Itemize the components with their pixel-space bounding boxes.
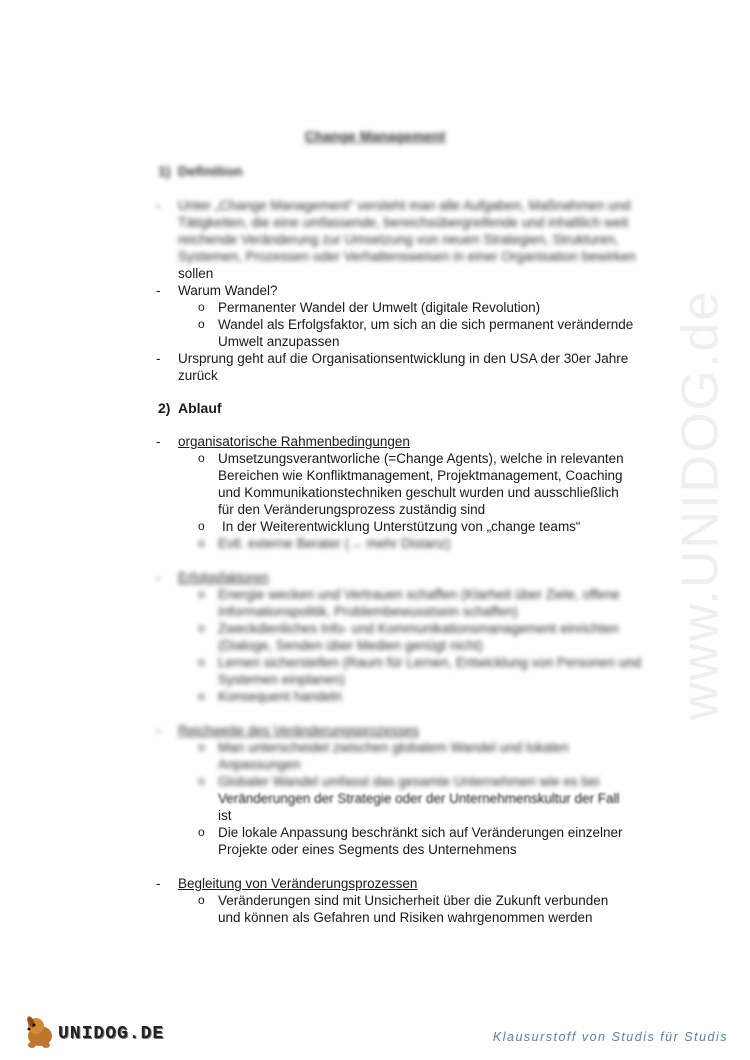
definition-line: reichende Veränderung zur Umsetzung von neuen Strategien, Strukturen, xyxy=(178,232,619,247)
rahmen-sub: und Kommunikationstechniken geschult wurden und ausschließlich xyxy=(218,485,619,500)
bullet-dash: - xyxy=(156,723,161,738)
reichweite-sub: Die lokale Anpassung beschränkt sich auf Veränderungen einzelner xyxy=(218,825,623,840)
reichweite-sub: Projekte oder eines Segments des Unternehmens xyxy=(218,842,517,857)
begleitung-sub: Veränderungen sind mit Unsicherheit über die Zukunft verbunden xyxy=(218,893,609,908)
reichweite-heading: Reichweite des Veränderungsprozesses xyxy=(178,723,419,738)
rahmen-sub: für den Veränderungsprozess zuständig sind xyxy=(218,502,486,517)
definition-line: Unter „Change Management“ versteht man alle Aufgaben, Maßnahmen und xyxy=(178,198,631,213)
bullet-circle: o xyxy=(198,740,205,754)
bullet-circle: o xyxy=(198,519,205,533)
section-1-number: 1) xyxy=(158,163,171,179)
footer-tagline: Klausurstoff von Studis für Studis xyxy=(492,1030,728,1044)
erfolg-sub: Systemen einplanen) xyxy=(218,672,345,687)
erfolg-heading: Erfolgsfaktoren xyxy=(178,570,269,585)
reichweite-sub: Globaler Wandel umfasst das gesamte Unternehmen wie es bei xyxy=(218,774,600,789)
reichweite-sub: ist xyxy=(218,808,232,823)
rahmen-sub: Umsetzungsverantworliche (=Change Agents), welche in relevanten xyxy=(218,451,624,466)
warum-sub: Umwelt anzupassen xyxy=(218,334,340,349)
bullet-circle: o xyxy=(198,451,205,465)
erfolg-sub: (Dialoge, Senden über Medien genügt nicht) xyxy=(218,638,483,653)
erfolg-sub: Konsequent handeln xyxy=(218,689,342,704)
definition-line: Systemen, Prozessen oder Verhaltensweisen in einer Organisation bewirken xyxy=(178,249,636,264)
reichweite-sub: Veränderungen der Strategie oder der Unternehmenskultur der Fall xyxy=(218,791,620,806)
definition-line: Tätigkeiten, die eine umfassende, bereichsübergreifende und inhaltlich weit xyxy=(178,215,629,230)
bullet-circle: o xyxy=(198,621,205,635)
bullet-circle: o xyxy=(198,893,205,907)
erfolg-sub: Zweckdienliches Info- und Kommunikationsmanagement einrichten xyxy=(218,621,619,636)
bullet-circle: o xyxy=(198,317,205,331)
begleitung-heading: Begleitung von Veränderungsprozessen xyxy=(178,876,418,891)
bullet-dash: - xyxy=(156,198,161,213)
logo-text: UNIDOG.DE xyxy=(58,1024,165,1044)
bullet-circle: o xyxy=(198,689,205,703)
section-1-heading: Definition xyxy=(178,163,243,179)
bullet-circle: o xyxy=(198,300,205,314)
section-2-heading: Ablauf xyxy=(178,400,222,416)
warum-sub: Wandel als Erfolgsfaktor, um sich an die sich permanent verändernde xyxy=(218,317,634,332)
bullet-dash: - xyxy=(156,570,161,585)
bullet-dash: - xyxy=(156,283,161,298)
reichweite-sub: Anpassungen xyxy=(218,757,301,772)
erfolg-sub: Informationspolitik, Problembewusstsein schaffen) xyxy=(218,604,518,619)
bullet-circle: o xyxy=(198,774,205,788)
begleitung-sub: und können als Gefahren und Risiken wahrgenommen werden xyxy=(218,910,593,925)
rahmen-sub: Bereichen wie Konfliktmanagement, Projektmanagement, Coaching xyxy=(218,468,623,483)
ursprung-line: zurück xyxy=(178,368,218,383)
bullet-dash: - xyxy=(156,876,161,891)
bullet-dash: - xyxy=(156,434,161,449)
bullet-dash: - xyxy=(156,351,161,366)
bullet-circle: o xyxy=(198,536,205,550)
erfolg-sub: Energie wecken und Vertrauen schaffen (Klarheit über Ziele, offene xyxy=(218,587,620,602)
rahmen-sub: In der Weiterentwicklung Unterstützung von „change teams“ xyxy=(222,519,581,534)
warum-wandel: Warum Wandel? xyxy=(178,283,278,298)
reichweite-sub: Man unterscheidet zwischen globalem Wandel und lokalen xyxy=(218,740,569,755)
warum-sub: Permanenter Wandel der Umwelt (digitale Revolution) xyxy=(218,300,541,315)
bullet-circle: o xyxy=(198,655,205,669)
page-title: Change Management xyxy=(304,128,446,144)
bullet-circle: o xyxy=(198,587,205,601)
dog-icon xyxy=(26,1015,52,1048)
watermark-text: www.UNIDOG.de xyxy=(671,289,729,721)
rahmen-heading: organisatorische Rahmenbedingungen xyxy=(178,434,410,449)
erfolg-sub: Lernen sicherstellen (Raum für Lernen, Entwicklung von Personen und xyxy=(218,655,642,670)
watermark xyxy=(660,270,740,740)
ursprung-line: Ursprung geht auf die Organisationsentwicklung in den USA der 30er Jahre xyxy=(178,351,629,366)
definition-tail: sollen xyxy=(178,266,214,281)
rahmen-sub: Evtl. externe Berater (→ mehr Distanz) xyxy=(218,536,451,551)
section-2-number: 2) xyxy=(158,400,171,416)
bullet-circle: o xyxy=(198,825,205,839)
